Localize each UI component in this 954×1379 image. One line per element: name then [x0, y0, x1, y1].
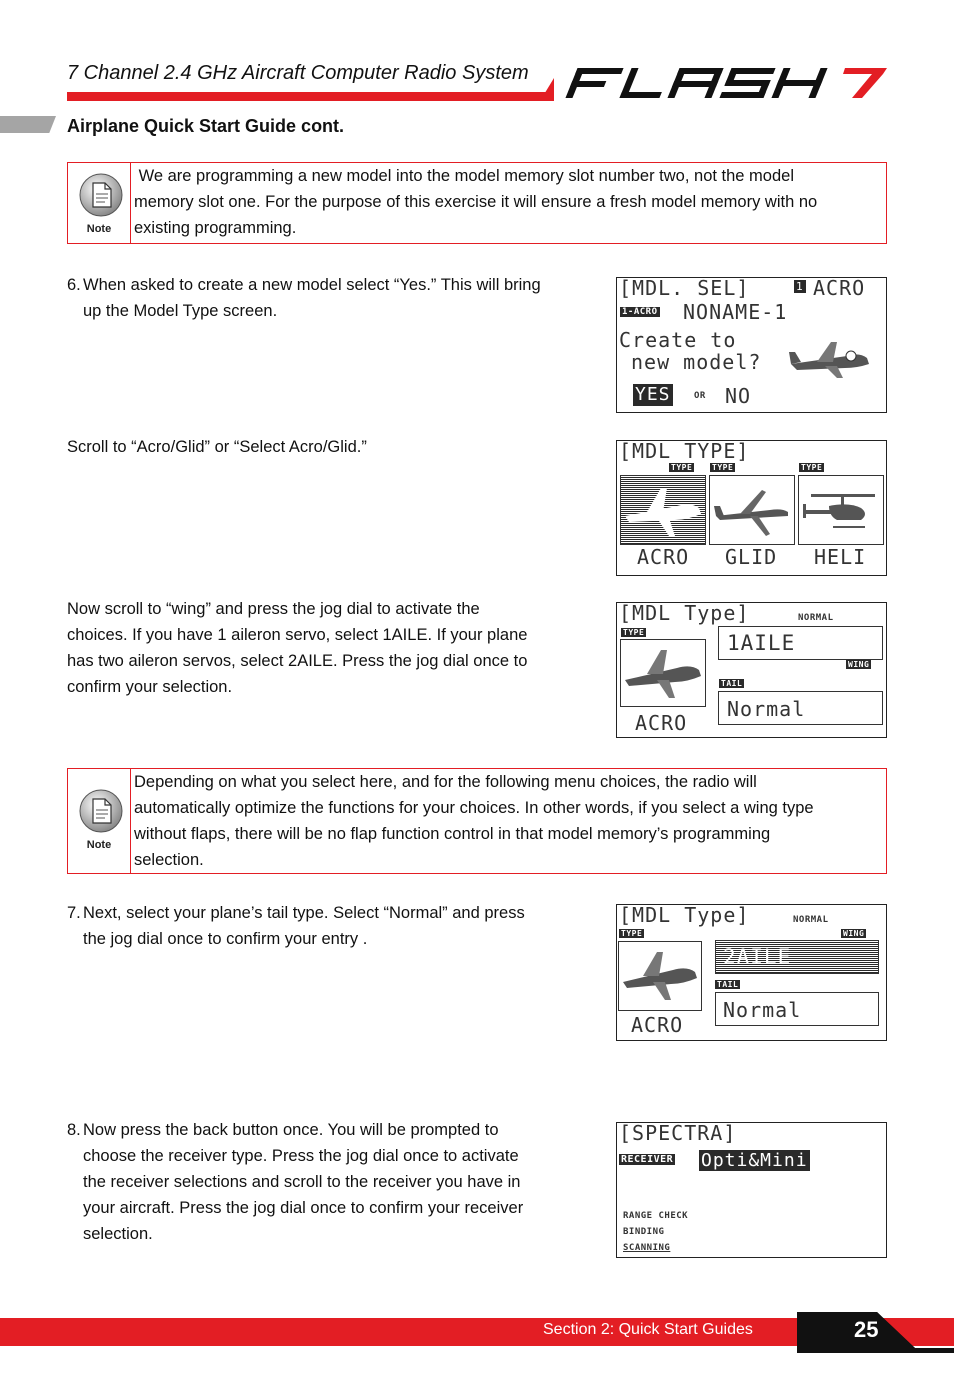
lcd-prompt-line1: Create to [619, 328, 737, 352]
lcd-wing-tag: WING [848, 660, 870, 669]
flash7-logo [562, 62, 887, 102]
note-label: Note [86, 223, 112, 235]
step-6-line: up the Model Type screen. [83, 302, 278, 320]
step-8-line: your aircraft. Press the jog dial once to confirm your receiver [83, 1199, 524, 1217]
lcd-type-tag: TYPE [621, 929, 643, 938]
step-8 [67, 1117, 577, 1247]
note-label: Note [86, 839, 112, 851]
lcd-type-tag: TYPE [712, 463, 734, 472]
step-6-line: When asked to create a new model select “Yes.” This will bring [83, 276, 541, 294]
airplane-icon [619, 942, 701, 1010]
lcd-tail-tag: TAIL [717, 980, 739, 989]
lcd-wing-mode: NORMAL [793, 915, 829, 925]
wing-line: has two aileron servos, select 2AILE. Press the jog dial once to [67, 652, 528, 670]
lcd-no-option: NO [725, 384, 752, 408]
lcd-receiver-value: Opti&Mini [701, 1150, 808, 1171]
lcd-title: [MDL Type] [619, 602, 750, 625]
step-7-line: the jog dial once to confirm your entry . [83, 930, 368, 948]
lcd-tail-value: Normal [727, 697, 806, 721]
wing-instruction [67, 596, 587, 700]
note-text [134, 769, 876, 873]
lcd-title: [MDL. SEL] [619, 277, 750, 300]
step-7-line: Next, select your plane’s tail type. Select “Normal” and press [83, 904, 525, 922]
lcd-menu-scanning: SCANNING [623, 1243, 671, 1253]
header-rule-tip [540, 78, 554, 101]
lcd-acro-panel [618, 941, 702, 1011]
note-line: selection. [134, 851, 204, 869]
section-heading: Airplane Quick Start Guide cont. [67, 116, 345, 136]
lcd-title: [MDL TYPE] [619, 440, 750, 463]
lcd-model-type-screen [616, 440, 887, 576]
helicopter-icon [799, 476, 883, 544]
lcd-acro-panel-selected [620, 475, 706, 545]
lcd-type-tag: TYPE [671, 463, 693, 472]
note-icon-cell [68, 769, 131, 873]
airplane-icon [621, 640, 705, 706]
step-8-line: selection. [83, 1225, 153, 1243]
step-6 [67, 272, 577, 324]
section-tab-marker [0, 116, 56, 133]
wing-line: Now scroll to “wing” and press the jog dial to activate the [67, 600, 480, 618]
lcd-type-tag: TYPE [801, 463, 823, 472]
lcd-acro-panel [620, 639, 706, 707]
lcd-menu-binding: BINDING [623, 1227, 665, 1237]
lcd-receiver-tag: RECEIVER [621, 1154, 674, 1165]
note-line: existing programming. [134, 219, 297, 237]
note-text [134, 163, 876, 241]
lcd-model-type: ACRO [813, 277, 866, 300]
lcd-menu-range-check: RANGE CHECK [623, 1211, 689, 1221]
note-line: Depending on what you select here, and for the following menu choices, the radio will [134, 773, 757, 791]
lcd-slot-number: 1 [796, 280, 804, 293]
lcd-option-glid: GLID [725, 545, 778, 569]
note-line: memory slot one. For the purpose of this exercise it will ensure a fresh model memory with no [134, 193, 818, 211]
page-number: 25 [854, 1317, 879, 1342]
lcd-wing-value: 1AILE [727, 631, 796, 655]
step-number: 7. [67, 904, 81, 922]
step-number: 8. [67, 1121, 81, 1139]
lcd-model-type: ACRO [631, 1013, 684, 1037]
lcd-wing-value: 2AILE [723, 945, 792, 969]
lcd-model-type: ACRO [635, 711, 688, 735]
lcd-title: [MDL Type] [619, 904, 750, 927]
scroll-instruction: Scroll to “Acro/Glid” or “Select Acro/Glid.” [67, 438, 367, 456]
lcd-prompt-line2: new model? [631, 350, 762, 374]
lcd-wing-type-screen [616, 602, 887, 738]
lcd-yes-option: YES [635, 384, 671, 405]
footer-section-label: Section 2: Quick Start Guides [543, 1321, 753, 1338]
lcd-type-tag: TYPE [623, 628, 645, 637]
note-icon-cell [68, 163, 131, 243]
lcd-tail-value: Normal [723, 998, 802, 1022]
lcd-tail-tag: TAIL [721, 679, 743, 688]
step-8-line: the receiver selections and scroll to the receiver you have in [83, 1173, 521, 1191]
lcd-heli-panel [798, 475, 884, 545]
lcd-option-acro: ACRO [637, 545, 690, 569]
lcd-wing-tag: WING [843, 929, 865, 938]
step-7 [67, 900, 577, 952]
step-8-line: Now press the back button once. You will be prompted to [83, 1121, 499, 1139]
header-red-rule [67, 92, 553, 101]
step-number: 6. [67, 276, 81, 294]
note-line: without flaps, there will be no flap function control in that model memory’s programming [134, 825, 771, 843]
note-line: automatically optimize the functions for your choices. In other words, if you select a wing type [134, 799, 814, 817]
lcd-or-label: OR [694, 391, 706, 401]
lcd-option-heli: HELI [814, 545, 867, 569]
airplane-icon [621, 476, 705, 544]
airplane-icon [787, 340, 873, 380]
lcd-title: [SPECTRA] [619, 1122, 737, 1145]
lcd-model-tag: 1-ACRO [622, 307, 658, 317]
step-8-line: choose the receiver type. Press the jog dial once to activate [83, 1147, 519, 1165]
lcd-glid-panel [709, 475, 795, 545]
wing-line: choices. If you have 1 aileron servo, select 1AILE. If your plane [67, 626, 528, 644]
note-icon [79, 173, 123, 217]
note-line: We are programming a new model into the model memory slot number two, not the model [134, 167, 794, 185]
note-box-2 [67, 768, 887, 874]
document-header-title: 7 Channel 2.4 GHz Aircraft Computer Radio System [67, 62, 529, 84]
lcd-tail-type-screen [616, 904, 887, 1041]
wing-line: confirm your selection. [67, 678, 233, 696]
lcd-receiver-screen [616, 1122, 887, 1258]
note-icon [79, 789, 123, 833]
note-box-1 [67, 162, 887, 244]
lcd-model-name: NONAME-1 [683, 300, 788, 324]
glider-icon [710, 476, 794, 544]
lcd-model-select-screen [616, 277, 887, 413]
lcd-wing-mode: NORMAL [798, 613, 834, 623]
